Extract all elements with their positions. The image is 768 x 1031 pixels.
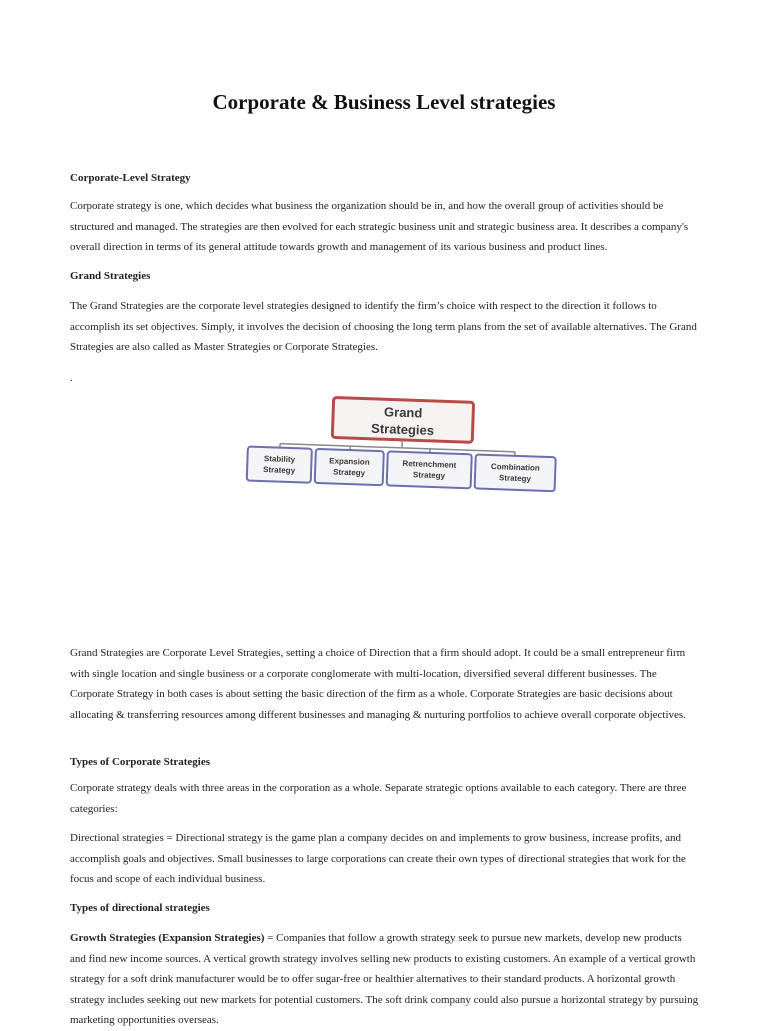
stability-box	[247, 447, 312, 483]
expansion-label-line2: Strategy	[333, 468, 366, 478]
retrenchment-label-line1: Retrenchment	[402, 459, 456, 470]
types-of-corporate-strategies-heading: Types of Corporate Strategies	[70, 752, 700, 773]
stability-label-line1: Stability	[264, 454, 296, 464]
expansion-label-line1: Expansion	[329, 456, 370, 466]
retrenchment-box	[387, 451, 472, 488]
root-label-line1: Grand	[384, 404, 423, 420]
types-of-corporate-strategies-paragraph: Corporate strategy deals with three areas in the corporation as a whole. Separate strategic options available to each category. There are three categories:	[70, 778, 700, 819]
combination-box	[475, 454, 556, 491]
growth-strategies-text: = Companies that follow a growth strategy seek to pursue new markets, develop new products and find new income sources. A vertical growth strategy involves selling new products to existing customers. An example of a vertical growth strategy for a soft drink manufacturer would be to offer sugar-free or healthier alternatives to their standard products. A horizontal growth strategy includes seeking out new markets for potential customers. The soft drink company could also pursue a horizontal strategy by pursuing marketing opportunities overseas.	[70, 932, 698, 1026]
directional-strategies-paragraph: Directional strategies = Directional strategy is the game plan a company decides on and implements to grow business, increase profits, and accomplish goals and objectives. Small businesses to large corporations can create their own types of directional strategies that work for the focus and scope of each individual business.	[70, 828, 700, 890]
combination-label-line2: Strategy	[499, 473, 532, 483]
expansion-box	[315, 449, 384, 485]
grand-strategies-paragraph: The Grand Strategies are the corporate level strategies designed to identify the firm’s choice with respect to the direction it follows to accomplish its set objectives. Simply, it involves the decision of choosing the long term plans from the set of available alternatives. The Grand Strategies are also called as Master Strategies or Corporate Strategies.	[70, 296, 700, 358]
types-of-directional-strategies-heading: Types of directional strategies	[70, 898, 700, 919]
combination-label-line1: Combination	[491, 462, 540, 473]
document-title: Corporate & Business Level strategies	[0, 90, 768, 115]
growth-strategies-paragraph	[70, 928, 700, 1031]
grand-strategies-diagram	[240, 392, 570, 502]
corporate-level-paragraph: Corporate strategy is one, which decides what business the organization should be in, and how the overall group of activities should be structured and managed. The strategies are then evolved for each strategic business unit and strategic business area. It describes a company's overall direction in terms of its general attitude towards growth and management of its various business and product lines.	[70, 196, 700, 258]
retrenchment-label-line2: Strategy	[413, 470, 446, 480]
corporate-level-heading: Corporate-Level Strategy	[70, 168, 700, 189]
root-label-line2: Strategies	[371, 421, 434, 438]
stray-dot: .	[70, 372, 73, 384]
growth-strategies-label: Growth Strategies (Expansion Strategies)	[70, 932, 264, 944]
grand-strategies-heading: Grand Strategies	[70, 266, 700, 287]
grand-strategies-paragraph-2: Grand Strategies are Corporate Level Strategies, setting a choice of Direction that a firm should adopt. It could be a small entrepreneur firm with single location and single business or a corporate conglomerate with multi-location, diversified several different businesses. The Corporate Strategy in both cases is about setting the basic direction of the firm as a whole. Corporate Strategies are basic decisions about allocating & transferring resources among different businesses and managing & nurturing portfolios to achieve overall corporate objectives.	[70, 643, 700, 725]
stability-label-line2: Strategy	[263, 465, 296, 475]
